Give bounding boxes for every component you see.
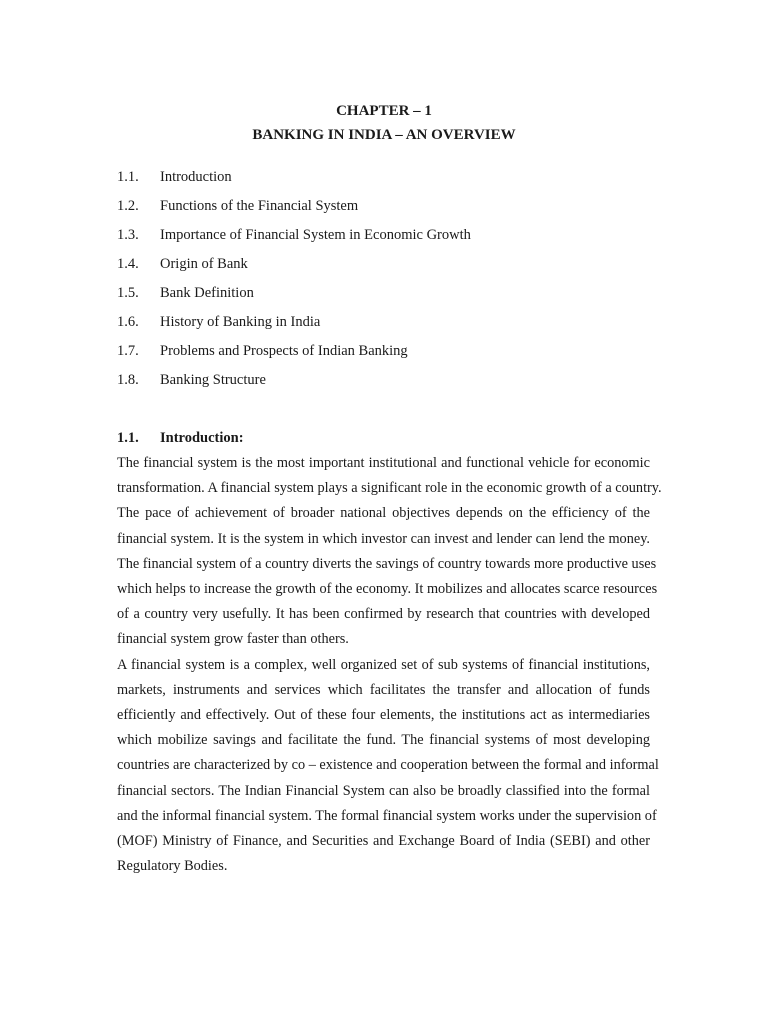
toc-item xyxy=(117,224,471,253)
paragraph xyxy=(117,451,662,653)
toc-item-number: 1.8. xyxy=(117,372,139,388)
text-line: financial sectors. The Indian Financial System can also be broadly classified into the formal xyxy=(117,782,650,799)
text-line: which helps to increase the growth of the economy. It mobilizes and allocates scarce resources xyxy=(117,581,658,598)
text-line: A financial system is a complex, well organized set of sub systems of financial institutions, xyxy=(117,656,650,673)
toc-item-number: 1.7. xyxy=(117,343,139,359)
toc-item-number: 1.2. xyxy=(117,198,139,214)
text-line: markets, instruments and services which facilitates the transfer and allocation of funds xyxy=(117,681,650,698)
text-line: of a country very usefully. It has been confirmed by research that countries with developed xyxy=(117,606,650,623)
paragraph xyxy=(117,653,659,880)
text-line: Regulatory Bodies. xyxy=(117,858,228,875)
toc-item-label: Banking Structure xyxy=(160,372,266,388)
section-body xyxy=(117,451,662,879)
toc-item-label: Problems and Prospects of Indian Banking xyxy=(160,343,408,359)
toc-item xyxy=(117,282,471,311)
text-line: The pace of achievement of broader national objectives depends on the efficiency of the xyxy=(117,505,650,522)
toc-item-label: Introduction xyxy=(160,169,232,185)
section-title: Introduction: xyxy=(160,430,244,446)
text-line: efficiently and effectively. Out of these four elements, the institutions act as intermediaries xyxy=(117,707,650,724)
chapter-number: CHAPTER – 1 xyxy=(336,103,432,119)
table-of-contents xyxy=(117,166,471,398)
text-line: The financial system is the most important institutional and functional vehicle for economic xyxy=(117,455,650,471)
toc-item-label: Bank Definition xyxy=(160,285,254,301)
toc-item-number: 1.1. xyxy=(117,169,139,185)
toc-item-number: 1.3. xyxy=(117,227,139,243)
text-line: which mobilize savings and facilitate the fund. The financial systems of most developing xyxy=(117,732,650,749)
toc-item-label: History of Banking in India xyxy=(160,314,321,330)
toc-item-label: Origin of Bank xyxy=(160,256,248,272)
toc-item-number: 1.5. xyxy=(117,285,139,301)
toc-item-label: Importance of Financial System in Economic Growth xyxy=(160,227,471,243)
toc-item xyxy=(117,369,471,398)
toc-item-label: Functions of the Financial System xyxy=(160,198,359,214)
text-line: transformation. A financial system plays a significant role in the economic growth of a country. xyxy=(117,480,662,497)
text-line: The financial system of a country diverts the savings of country towards more productive uses xyxy=(117,555,657,572)
text-line: financial system grow faster than others. xyxy=(117,631,349,648)
text-line: countries are characterized by co – existence and cooperation between the formal and informal xyxy=(117,757,659,774)
text-line: (MOF) Ministry of Finance, and Securities and Exchange Board of India (SEBI) and other xyxy=(117,833,650,850)
toc-item-number: 1.4. xyxy=(117,256,139,272)
toc-item xyxy=(117,195,471,224)
toc-item xyxy=(117,311,471,340)
chapter-title: BANKING IN INDIA – AN OVERVIEW xyxy=(252,127,516,143)
text-line: financial system. It is the system in which investor can invest and lender can lend the money. xyxy=(117,530,650,547)
section-number: 1.1. xyxy=(117,430,139,446)
toc-item xyxy=(117,253,471,282)
toc-item-number: 1.6. xyxy=(117,314,139,330)
toc-item xyxy=(117,340,471,369)
section-heading xyxy=(117,427,244,449)
toc-item xyxy=(117,166,471,195)
text-line: and the informal financial system. The formal financial system works under the supervision of xyxy=(117,807,657,824)
